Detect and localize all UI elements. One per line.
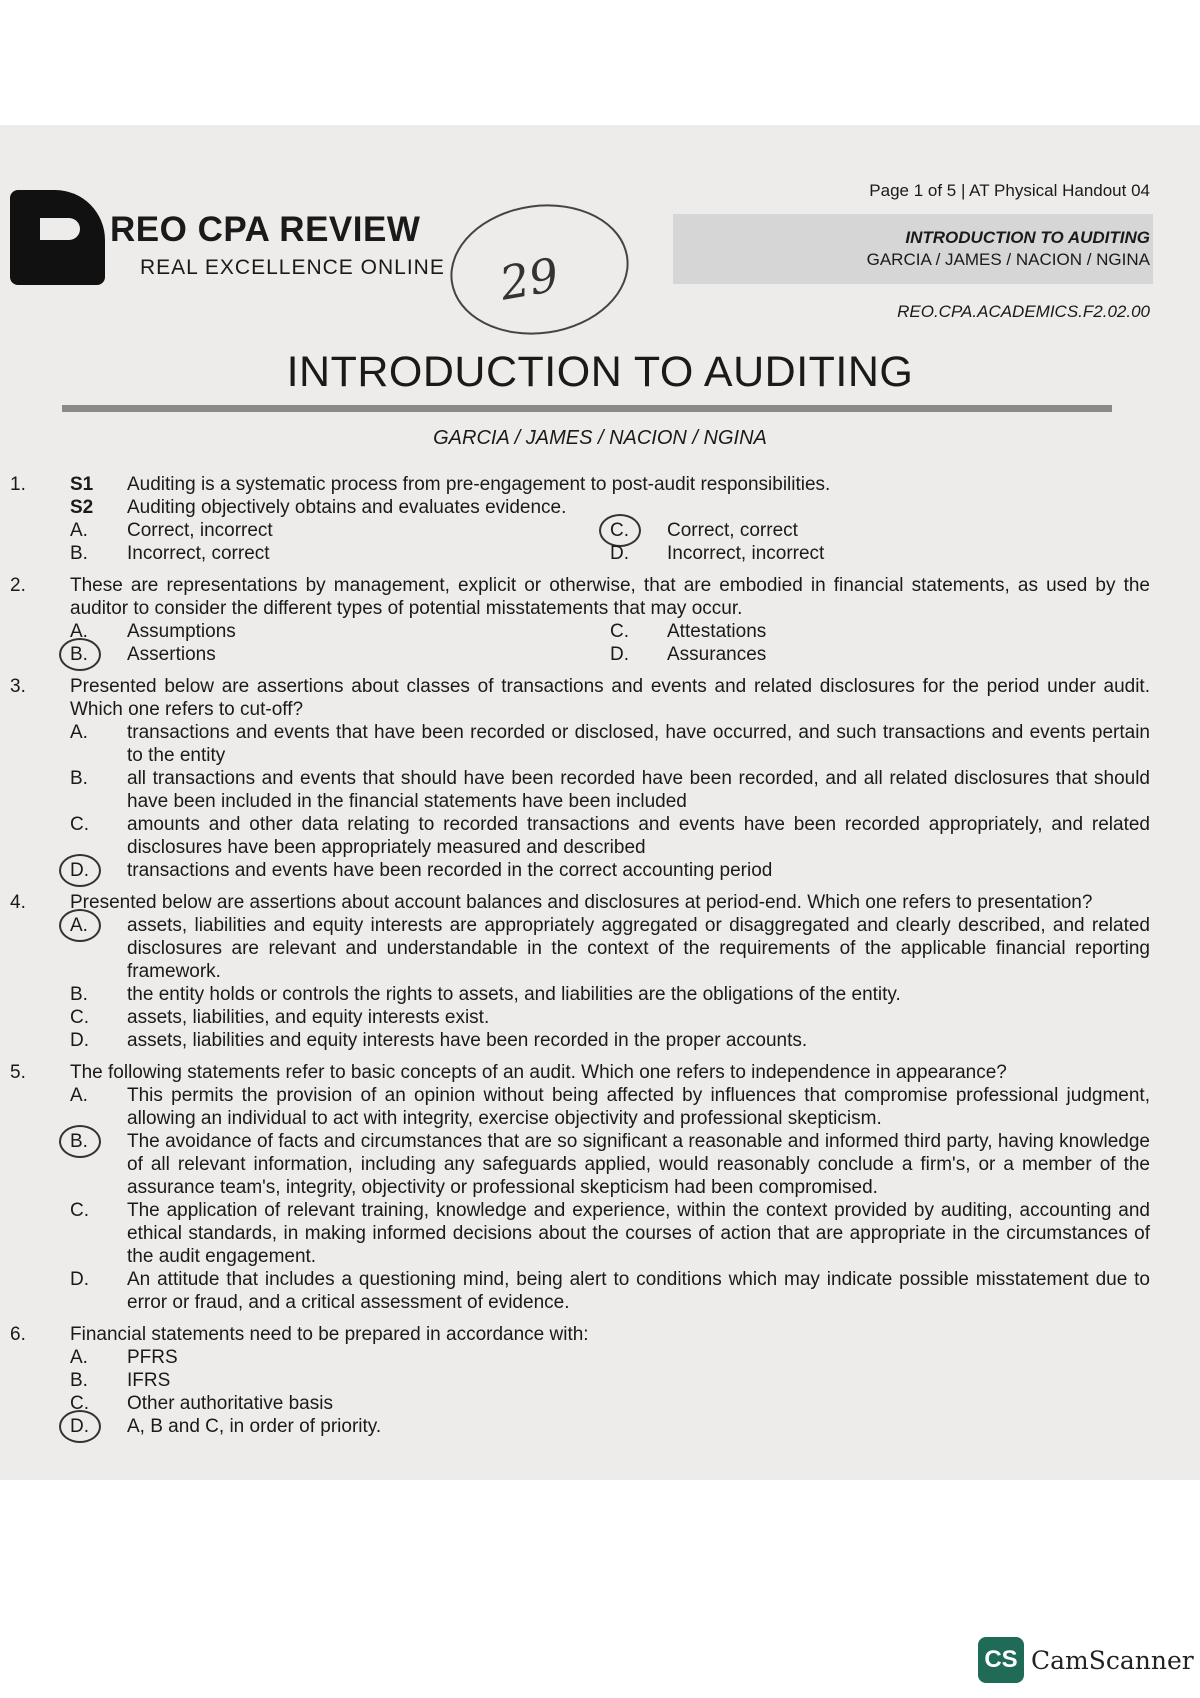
choice-text: amounts and other data relating to recorded transactions and events have been recorded appropriately, and related disclosures have been appropriately measured and described [127,814,1150,858]
choice-row [70,1369,1150,1392]
choice-row [70,1006,1150,1029]
choice-text: The avoidance of facts and circumstances that are so significant a reasonable and informed third party, having knowledge of all relevant information, including any safeguards applied, would reasonably conclude a firm's, or a member of the assurance team's, integrity, objectivity or professional skepticism had been compromised. [127,1131,1150,1198]
question-6 [10,1323,1150,1438]
question-stem: Presented below are assertions about account balances and disclosures at period-end. Which one refers to presentation? [70,892,1093,913]
choice-text: all transactions and events that should have been recorded have been recorded, and all related disclosures that should have been included in the financial statements have been included [127,768,1150,812]
reo-logo [10,190,480,290]
choice-label: C. [70,1200,89,1221]
choice-label: A. [70,520,88,541]
choice-label: A. [70,621,88,642]
choice-pair [70,620,1150,643]
choice-label: D. [610,644,629,665]
choice-label-circled: B. [70,643,127,666]
choice-text: Assumptions [127,621,236,642]
choice-label: C. [610,621,629,642]
choice-label: A. [70,1347,88,1368]
question-number: 5. [10,1062,26,1083]
choice-label: B. [70,984,88,1005]
choice-text: This permits the provision of an opinion without being affected by influences that compromise professional judgment, allowing an individual to act with integrity, exercise objectivity and professional skepticism. [127,1085,1150,1129]
choice-pair [70,643,1150,666]
choice-label: B. [70,1370,88,1391]
choice-row [70,1130,1150,1199]
statement-row [70,473,1150,496]
question-5 [10,1061,1150,1314]
choice-label-circled: B. [70,1130,127,1199]
document-code: REO.CPA.ACADEMICS.F2.02.00 [897,302,1150,321]
camscanner-watermark [978,1637,1194,1683]
choice-row [70,721,1150,767]
choice-label: C. [70,1393,89,1414]
choice-text: Incorrect, incorrect [667,543,825,564]
question-stem: These are representations by management, explicit or otherwise, that are embodied in financial statements, as used by the auditor to consider the different types of potential misstatements that may occur. [70,575,1150,619]
choice-label: C. [70,1007,89,1028]
statement-label: S1 [70,474,94,495]
question-stem: The following statements refer to basic concepts of an audit. Which one refers to independence in appearance? [70,1062,1007,1083]
brand-tagline: REAL EXCELLENCE ONLINE [140,256,445,279]
statement-label: S2 [70,497,94,518]
choice-text: transactions and events that have been recorded or disclosed, have occurred, and such transactions and events pertain to the entity [127,722,1150,766]
choice-pair [70,519,1150,542]
page-info: Page 1 of 5 | AT Physical Handout 04 [869,181,1150,200]
choice-label: A. [70,722,88,743]
choice-label: C. [70,814,89,835]
choice-label-circled: A. [70,914,127,983]
choice-row [70,813,1150,859]
question-number: 1. [10,474,26,495]
choice-text: PFRS [127,1347,178,1368]
choice-row [70,767,1150,813]
choice-row [70,1199,1150,1268]
choice-row [70,1029,1150,1052]
question-number: 2. [10,575,26,596]
choice-text: Other authoritative basis [127,1393,333,1414]
choice-row [70,914,1150,983]
brand-name: REO CPA REVIEW [110,210,421,249]
choice-text: assets, liabilities, and equity interests exist. [127,1007,490,1028]
page-title: INTRODUCTION TO AUDITING [286,348,914,396]
statement-text: Auditing is a systematic process from pre-engagement to post-audit responsibilities. [127,474,831,495]
choice-row [70,1346,1150,1369]
choice-text: assets, liabilities and equity interests have been recorded in the proper accounts. [127,1030,808,1051]
question-number: 4. [10,892,26,913]
choice-text: IFRS [127,1370,171,1391]
choice-label: B. [70,543,88,564]
choice-text: Assurances [667,644,767,665]
logo-mark-icon [10,190,105,285]
choice-text: Assertions [127,644,216,665]
camscanner-label: CamScanner [1031,1646,1194,1675]
header-band [673,214,1153,284]
choice-label: D. [70,1030,89,1051]
choice-text: Incorrect, correct [127,543,270,564]
choice-row [70,859,1150,882]
question-1 [10,473,1150,565]
choice-pair [70,542,1150,565]
question-number: 3. [10,676,26,697]
question-stem: Presented below are assertions about classes of transactions and events and related disclosures for the period under audit. Which one refers to cut-off? [70,676,1150,720]
choice-label-circled: D. [70,859,127,882]
choice-text: transactions and events have been recorded in the correct accounting period [127,860,773,881]
question-4 [10,891,1150,1052]
choice-label-circled: C. [610,519,667,542]
choice-text: assets, liabilities and equity interests are appropriately aggregated or disaggregated and clearly described, and related disclosures are relevant and understandable in the context of the requirements of the applicable financial reporting framework. [127,915,1150,982]
question-stem: Financial statements need to be prepared in accordance with: [70,1324,589,1345]
choice-label: A. [70,1085,88,1106]
camscanner-icon: CS [978,1637,1024,1683]
question-2 [10,574,1150,666]
title-divider [62,405,1112,412]
page-subtitle: GARCIA / JAMES / NACION / NGINA [433,427,767,449]
choice-label: D. [610,543,629,564]
statement-text: Auditing objectively obtains and evaluates evidence. [127,497,567,518]
choice-text: Attestations [667,621,767,642]
choice-row [70,1084,1150,1130]
choice-text: Correct, incorrect [127,520,273,541]
choice-text: the entity holds or controls the rights to assets, and liabilities are the obligations of the entity. [127,984,901,1005]
choice-label: B. [70,768,88,789]
question-number: 6. [10,1324,26,1345]
handwritten-score: 29 [495,247,563,311]
choice-label: D. [70,1269,89,1290]
choice-row [70,1392,1150,1415]
question-list [10,473,1150,1447]
choice-text: An attitude that includes a questioning mind, being alert to conditions which may indicate possible misstatement due to error or fraud, and a critical assessment of evidence. [127,1269,1150,1313]
choice-row [70,983,1150,1006]
choice-text: Correct, correct [667,520,798,541]
choice-row [70,1268,1150,1314]
choice-row [70,1415,1150,1438]
handout-authors: GARCIA / JAMES / NACION / NGINA [866,250,1150,269]
choice-text: The application of relevant training, knowledge and experience, within the context provided by auditing, accounting and ethical standards, in making informed decisions about the courses of action that are appropriate in the circumstances of the audit engagement. [127,1200,1150,1267]
choice-label-circled: D. [70,1415,127,1438]
choice-text: A, B and C, in order of priority. [127,1416,382,1437]
handout-title: INTRODUCTION TO AUDITING [905,228,1150,247]
question-3 [10,675,1150,882]
